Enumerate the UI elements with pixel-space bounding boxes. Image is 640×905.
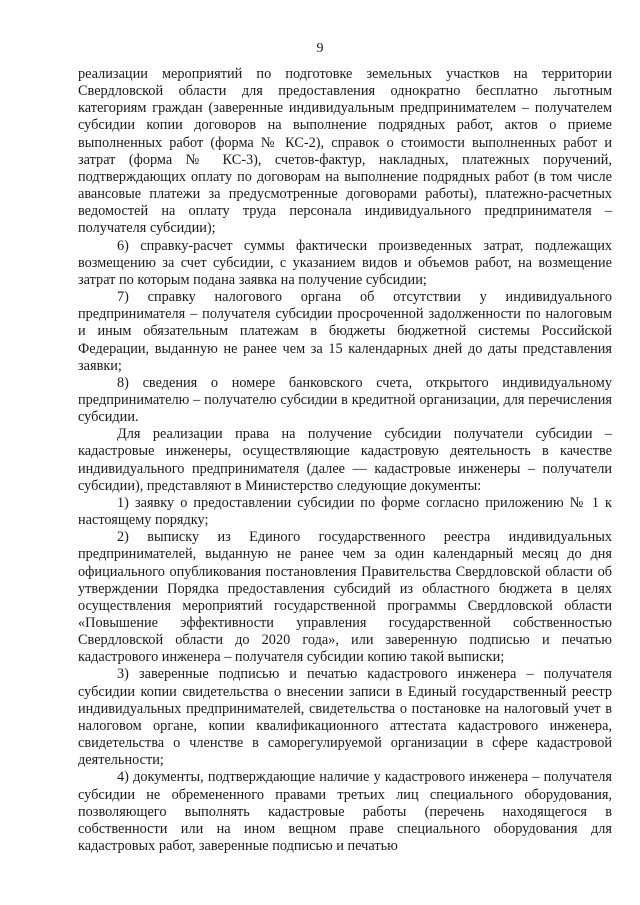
document-body (78, 66, 612, 855)
paragraph-item-8: 8) сведения о номере банковского счета, открытого индивидуальному предпринимателю – получателю субсидии в кредитной организации, для перечисления субсидии. (78, 374, 612, 426)
page-number: 9 (316, 41, 324, 56)
paragraph-cadastral-item-4: 4) документы, подтверждающие наличие у кадастрового инженера – получателя субсидии не обремененного правами третьих лиц специального оборудования, позволяющего выполнять кадастровые работы (перечень находящегося в собственности или на ином вещном праве специального оборудования для кадастровых работ, заверенные подписью и печатью (78, 769, 612, 855)
paragraph-cadastral-item-1: 1) заявку о предоставлении субсидии по форме согласно приложению № 1 к настоящему порядку; (78, 494, 612, 529)
paragraph-item-6: 6) справку-расчет суммы фактически произведенных затрат, подлежащих возмещению за счет субсидии, с указанием видов и объемов работ, на возмещение затрат по которым подана заявка на получение субсидии; (78, 237, 612, 288)
paragraph-cadastral-item-3: 3) заверенные подписью и печатью кадастрового инженера – получателя субсидии копии свидетельства о внесении записи в Единый государственный реестр индивидуальных предпринимателей, свидетельства о постановке на налоговый учет в налоговом органе, копии квалификационного аттестата кадастрового инженера, свидетельства о членстве в саморегулируемой организации в сфере кадастровой деятельности; (78, 666, 612, 769)
paragraph-cadastral-intro: Для реализации права на получение субсидии получатели субсидии – кадастровые инженеры, осуществляющие кадастровую деятельность в качестве индивидуального предпринимателя (далее — кадастровые инженеры – получатели субсидии), представляют в Министерство следующие документы: (78, 426, 612, 494)
paragraph-cadastral-item-2: 2) выписку из Единого государственного реестра индивидуальных предпринимателей, выданную не ранее чем за один календарный месяц до дня официального опубликования постановления Правительства Свердловской области об утверждении Порядка предоставления субсидий из областного бюджета в целях осуществления мероприятий государственной программы Свердловской области «Повышение эффективности управления государственной собственностью Свердловской области до 2020 года», или заверенную подписью и печатью кадастрового инженера – получателя субсидии копию такой выписки; (78, 529, 612, 666)
paragraph-continuation: реализации мероприятий по подготовке земельных участков на территории Свердловской области для предоставления однократно бесплатно льготным категориям граждан (заверенные индивидуальным предпринимателем – получателем субсидии копии договоров на выполнение подрядных работ, актов о приеме выполненных работ (форма № КС-2), справок о стоимости выполненных работ и затрат (форма № КС-3), счетов-фактур, накладных, платежных поручений, подтверждающих оплату по договорам на выполнение подрядных работ (в том числе авансовые платежи за предусмотренные договорами работы), платежно-расчетных ведомостей на оплату труда персонала индивидуального предпринимателя – получателя субсидии); (78, 66, 612, 237)
paragraph-item-7: 7) справку налогового органа об отсутствии у индивидуального предпринимателя – получателя субсидии просроченной задолженности по налоговым и иным обязательным платежам в бюджеты бюджетной системы Российской Федерации, выданную не ранее чем за 15 календарных дней до даты представления заявки; (78, 289, 612, 374)
